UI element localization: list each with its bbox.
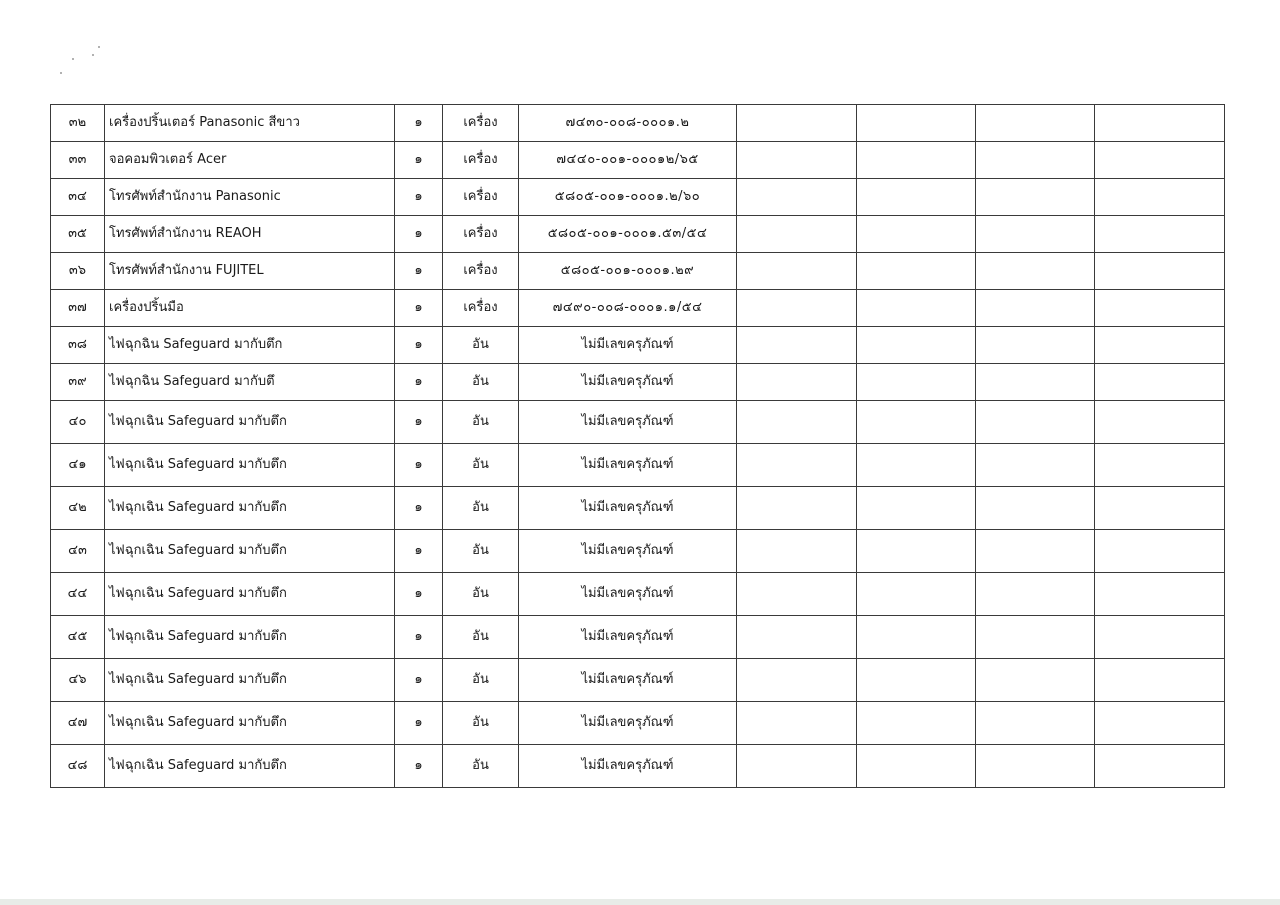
item-name-cell: เครื่องปริ้นเตอร์ Panasonic สีขาว bbox=[105, 105, 395, 142]
item-name-cell: ไฟฉุกเฉิน Safeguard มากับตึก bbox=[105, 659, 395, 702]
quantity-cell: ๑ bbox=[395, 364, 443, 401]
empty-cell bbox=[976, 327, 1095, 364]
item-name-cell: โทรศัพท์สำนักงาน REAOH bbox=[105, 216, 395, 253]
quantity-cell: ๑ bbox=[395, 142, 443, 179]
empty-cell bbox=[737, 444, 857, 487]
empty-cell bbox=[737, 253, 857, 290]
empty-cell bbox=[857, 745, 976, 788]
empty-cell bbox=[1095, 530, 1225, 573]
empty-cell bbox=[737, 327, 857, 364]
empty-cell bbox=[857, 659, 976, 702]
empty-cell bbox=[737, 616, 857, 659]
asset-code-cell: ไม่มีเลขครุภัณฑ์ bbox=[519, 487, 737, 530]
asset-code-cell: ไม่มีเลขครุภัณฑ์ bbox=[519, 573, 737, 616]
table-row bbox=[51, 216, 1225, 253]
empty-cell bbox=[1095, 216, 1225, 253]
asset-code-cell: ๗๔๓๐-๐๐๘-๐๐๐๑.๒ bbox=[519, 105, 737, 142]
empty-cell bbox=[857, 616, 976, 659]
empty-cell bbox=[1095, 290, 1225, 327]
asset-code-cell: ไม่มีเลขครุภัณฑ์ bbox=[519, 530, 737, 573]
quantity-cell: ๑ bbox=[395, 327, 443, 364]
empty-cell bbox=[737, 745, 857, 788]
asset-code-cell: ๗๔๙๐-๐๐๘-๐๐๐๑.๑/๕๔ bbox=[519, 290, 737, 327]
empty-cell bbox=[857, 105, 976, 142]
empty-cell bbox=[976, 253, 1095, 290]
scan-speck bbox=[60, 72, 62, 74]
table-row bbox=[51, 327, 1225, 364]
empty-cell bbox=[1095, 105, 1225, 142]
item-name-cell: จอคอมพิวเตอร์ Acer bbox=[105, 142, 395, 179]
item-name-cell: ไฟฉุกเฉิน Safeguard มากับตึก bbox=[105, 444, 395, 487]
scan-speck bbox=[92, 54, 94, 56]
empty-cell bbox=[737, 487, 857, 530]
empty-cell bbox=[857, 327, 976, 364]
asset-code-cell: ไม่มีเลขครุภัณฑ์ bbox=[519, 327, 737, 364]
unit-cell: เครื่อง bbox=[443, 142, 519, 179]
inventory-table-body bbox=[51, 105, 1225, 788]
empty-cell bbox=[1095, 253, 1225, 290]
row-number-cell: ๓๒ bbox=[51, 105, 105, 142]
row-number-cell: ๔๒ bbox=[51, 487, 105, 530]
row-number-cell: ๓๓ bbox=[51, 142, 105, 179]
empty-cell bbox=[857, 142, 976, 179]
empty-cell bbox=[857, 573, 976, 616]
empty-cell bbox=[976, 659, 1095, 702]
empty-cell bbox=[976, 573, 1095, 616]
empty-cell bbox=[737, 401, 857, 444]
quantity-cell: ๑ bbox=[395, 444, 443, 487]
quantity-cell: ๑ bbox=[395, 179, 443, 216]
asset-code-cell: ไม่มีเลขครุภัณฑ์ bbox=[519, 364, 737, 401]
empty-cell bbox=[1095, 444, 1225, 487]
unit-cell: อัน bbox=[443, 401, 519, 444]
empty-cell bbox=[857, 487, 976, 530]
table-row bbox=[51, 487, 1225, 530]
table-row bbox=[51, 573, 1225, 616]
empty-cell bbox=[976, 444, 1095, 487]
empty-cell bbox=[857, 444, 976, 487]
empty-cell bbox=[737, 179, 857, 216]
unit-cell: อัน bbox=[443, 327, 519, 364]
table-row bbox=[51, 659, 1225, 702]
asset-code-cell: ไม่มีเลขครุภัณฑ์ bbox=[519, 702, 737, 745]
quantity-cell: ๑ bbox=[395, 745, 443, 788]
item-name-cell: ไฟฉุกเฉิน Safeguard มากับตึก bbox=[105, 702, 395, 745]
empty-cell bbox=[857, 530, 976, 573]
unit-cell: อัน bbox=[443, 487, 519, 530]
empty-cell bbox=[976, 530, 1095, 573]
item-name-cell: ไฟฉุกเฉิน Safeguard มากับตึก bbox=[105, 616, 395, 659]
quantity-cell: ๑ bbox=[395, 616, 443, 659]
empty-cell bbox=[737, 142, 857, 179]
item-name-cell: ไฟฉุกฉิน Safeguard มากับตึก bbox=[105, 327, 395, 364]
table-row bbox=[51, 253, 1225, 290]
inventory-table bbox=[50, 104, 1225, 788]
empty-cell bbox=[1095, 573, 1225, 616]
empty-cell bbox=[737, 364, 857, 401]
asset-code-cell: ๕๘๐๕-๐๐๑-๐๐๐๑.๒/๖๐ bbox=[519, 179, 737, 216]
asset-code-cell: ไม่มีเลขครุภัณฑ์ bbox=[519, 616, 737, 659]
row-number-cell: ๔๓ bbox=[51, 530, 105, 573]
item-name-cell: ไฟฉุกฉิน Safeguard มากับตึ bbox=[105, 364, 395, 401]
table-row bbox=[51, 702, 1225, 745]
empty-cell bbox=[1095, 745, 1225, 788]
row-number-cell: ๓๔ bbox=[51, 179, 105, 216]
scan-speck bbox=[72, 58, 74, 60]
row-number-cell: ๔๕ bbox=[51, 616, 105, 659]
unit-cell: เครื่อง bbox=[443, 216, 519, 253]
item-name-cell: ไฟฉุกเฉิน Safeguard มากับตึก bbox=[105, 573, 395, 616]
quantity-cell: ๑ bbox=[395, 702, 443, 745]
unit-cell: อัน bbox=[443, 444, 519, 487]
asset-code-cell: ไม่มีเลขครุภัณฑ์ bbox=[519, 659, 737, 702]
empty-cell bbox=[857, 401, 976, 444]
row-number-cell: ๔๔ bbox=[51, 573, 105, 616]
table-row bbox=[51, 616, 1225, 659]
unit-cell: เครื่อง bbox=[443, 253, 519, 290]
empty-cell bbox=[857, 179, 976, 216]
unit-cell: อัน bbox=[443, 364, 519, 401]
quantity-cell: ๑ bbox=[395, 530, 443, 573]
asset-code-cell: ๕๘๐๕-๐๐๑-๐๐๐๑.๕๓/๕๔ bbox=[519, 216, 737, 253]
empty-cell bbox=[1095, 179, 1225, 216]
empty-cell bbox=[1095, 401, 1225, 444]
item-name-cell: ไฟฉุกเฉิน Safeguard มากับตึก bbox=[105, 487, 395, 530]
quantity-cell: ๑ bbox=[395, 216, 443, 253]
empty-cell bbox=[1095, 702, 1225, 745]
row-number-cell: ๓๗ bbox=[51, 290, 105, 327]
empty-cell bbox=[976, 179, 1095, 216]
quantity-cell: ๑ bbox=[395, 290, 443, 327]
unit-cell: อัน bbox=[443, 530, 519, 573]
unit-cell: อัน bbox=[443, 616, 519, 659]
empty-cell bbox=[857, 253, 976, 290]
asset-code-cell: ไม่มีเลขครุภัณฑ์ bbox=[519, 745, 737, 788]
asset-code-cell: ไม่มีเลขครุภัณฑ์ bbox=[519, 444, 737, 487]
item-name-cell: โทรศัพท์สำนักงาน Panasonic bbox=[105, 179, 395, 216]
row-number-cell: ๓๖ bbox=[51, 253, 105, 290]
empty-cell bbox=[976, 142, 1095, 179]
row-number-cell: ๔๘ bbox=[51, 745, 105, 788]
quantity-cell: ๑ bbox=[395, 487, 443, 530]
empty-cell bbox=[976, 105, 1095, 142]
table-row bbox=[51, 530, 1225, 573]
empty-cell bbox=[737, 573, 857, 616]
empty-cell bbox=[1095, 659, 1225, 702]
empty-cell bbox=[737, 216, 857, 253]
empty-cell bbox=[1095, 616, 1225, 659]
table-row bbox=[51, 179, 1225, 216]
empty-cell bbox=[857, 216, 976, 253]
empty-cell bbox=[976, 216, 1095, 253]
empty-cell bbox=[857, 290, 976, 327]
unit-cell: เครื่อง bbox=[443, 290, 519, 327]
empty-cell bbox=[976, 745, 1095, 788]
table-row bbox=[51, 142, 1225, 179]
row-number-cell: ๓๕ bbox=[51, 216, 105, 253]
row-number-cell: ๔๗ bbox=[51, 702, 105, 745]
table-row bbox=[51, 105, 1225, 142]
empty-cell bbox=[1095, 487, 1225, 530]
table-row bbox=[51, 364, 1225, 401]
empty-cell bbox=[976, 487, 1095, 530]
empty-cell bbox=[976, 401, 1095, 444]
unit-cell: เครื่อง bbox=[443, 179, 519, 216]
quantity-cell: ๑ bbox=[395, 401, 443, 444]
empty-cell bbox=[737, 290, 857, 327]
item-name-cell: โทรศัพท์สำนักงาน FUJITEL bbox=[105, 253, 395, 290]
empty-cell bbox=[737, 702, 857, 745]
table-row bbox=[51, 444, 1225, 487]
unit-cell: อัน bbox=[443, 659, 519, 702]
empty-cell bbox=[857, 702, 976, 745]
scan-speck bbox=[98, 46, 100, 48]
item-name-cell: ไฟฉุกเฉิน Safeguard มากับตึก bbox=[105, 530, 395, 573]
empty-cell bbox=[976, 702, 1095, 745]
quantity-cell: ๑ bbox=[395, 659, 443, 702]
item-name-cell: ไฟฉุกเฉิน Safeguard มากับตึก bbox=[105, 745, 395, 788]
quantity-cell: ๑ bbox=[395, 253, 443, 290]
quantity-cell: ๑ bbox=[395, 105, 443, 142]
empty-cell bbox=[976, 364, 1095, 401]
empty-cell bbox=[1095, 142, 1225, 179]
row-number-cell: ๓๘ bbox=[51, 327, 105, 364]
unit-cell: อัน bbox=[443, 573, 519, 616]
asset-code-cell: ๗๔๔๐-๐๐๑-๐๐๐๑๒/๖๕ bbox=[519, 142, 737, 179]
empty-cell bbox=[737, 105, 857, 142]
row-number-cell: ๓๙ bbox=[51, 364, 105, 401]
row-number-cell: ๔๐ bbox=[51, 401, 105, 444]
unit-cell: อัน bbox=[443, 702, 519, 745]
empty-cell bbox=[1095, 364, 1225, 401]
asset-code-cell: ไม่มีเลขครุภัณฑ์ bbox=[519, 401, 737, 444]
asset-code-cell: ๕๘๐๕-๐๐๑-๐๐๐๑.๒๙ bbox=[519, 253, 737, 290]
empty-cell bbox=[737, 659, 857, 702]
empty-cell bbox=[976, 290, 1095, 327]
scan-edge bbox=[0, 899, 1280, 905]
empty-cell bbox=[737, 530, 857, 573]
empty-cell bbox=[1095, 327, 1225, 364]
item-name-cell: ไฟฉุกเฉิน Safeguard มากับตึก bbox=[105, 401, 395, 444]
quantity-cell: ๑ bbox=[395, 573, 443, 616]
row-number-cell: ๔๑ bbox=[51, 444, 105, 487]
empty-cell bbox=[857, 364, 976, 401]
item-name-cell: เครื่องปริ้นมือ bbox=[105, 290, 395, 327]
unit-cell: เครื่อง bbox=[443, 105, 519, 142]
table-row bbox=[51, 290, 1225, 327]
unit-cell: อัน bbox=[443, 745, 519, 788]
table-row bbox=[51, 401, 1225, 444]
row-number-cell: ๔๖ bbox=[51, 659, 105, 702]
table-row bbox=[51, 745, 1225, 788]
empty-cell bbox=[976, 616, 1095, 659]
